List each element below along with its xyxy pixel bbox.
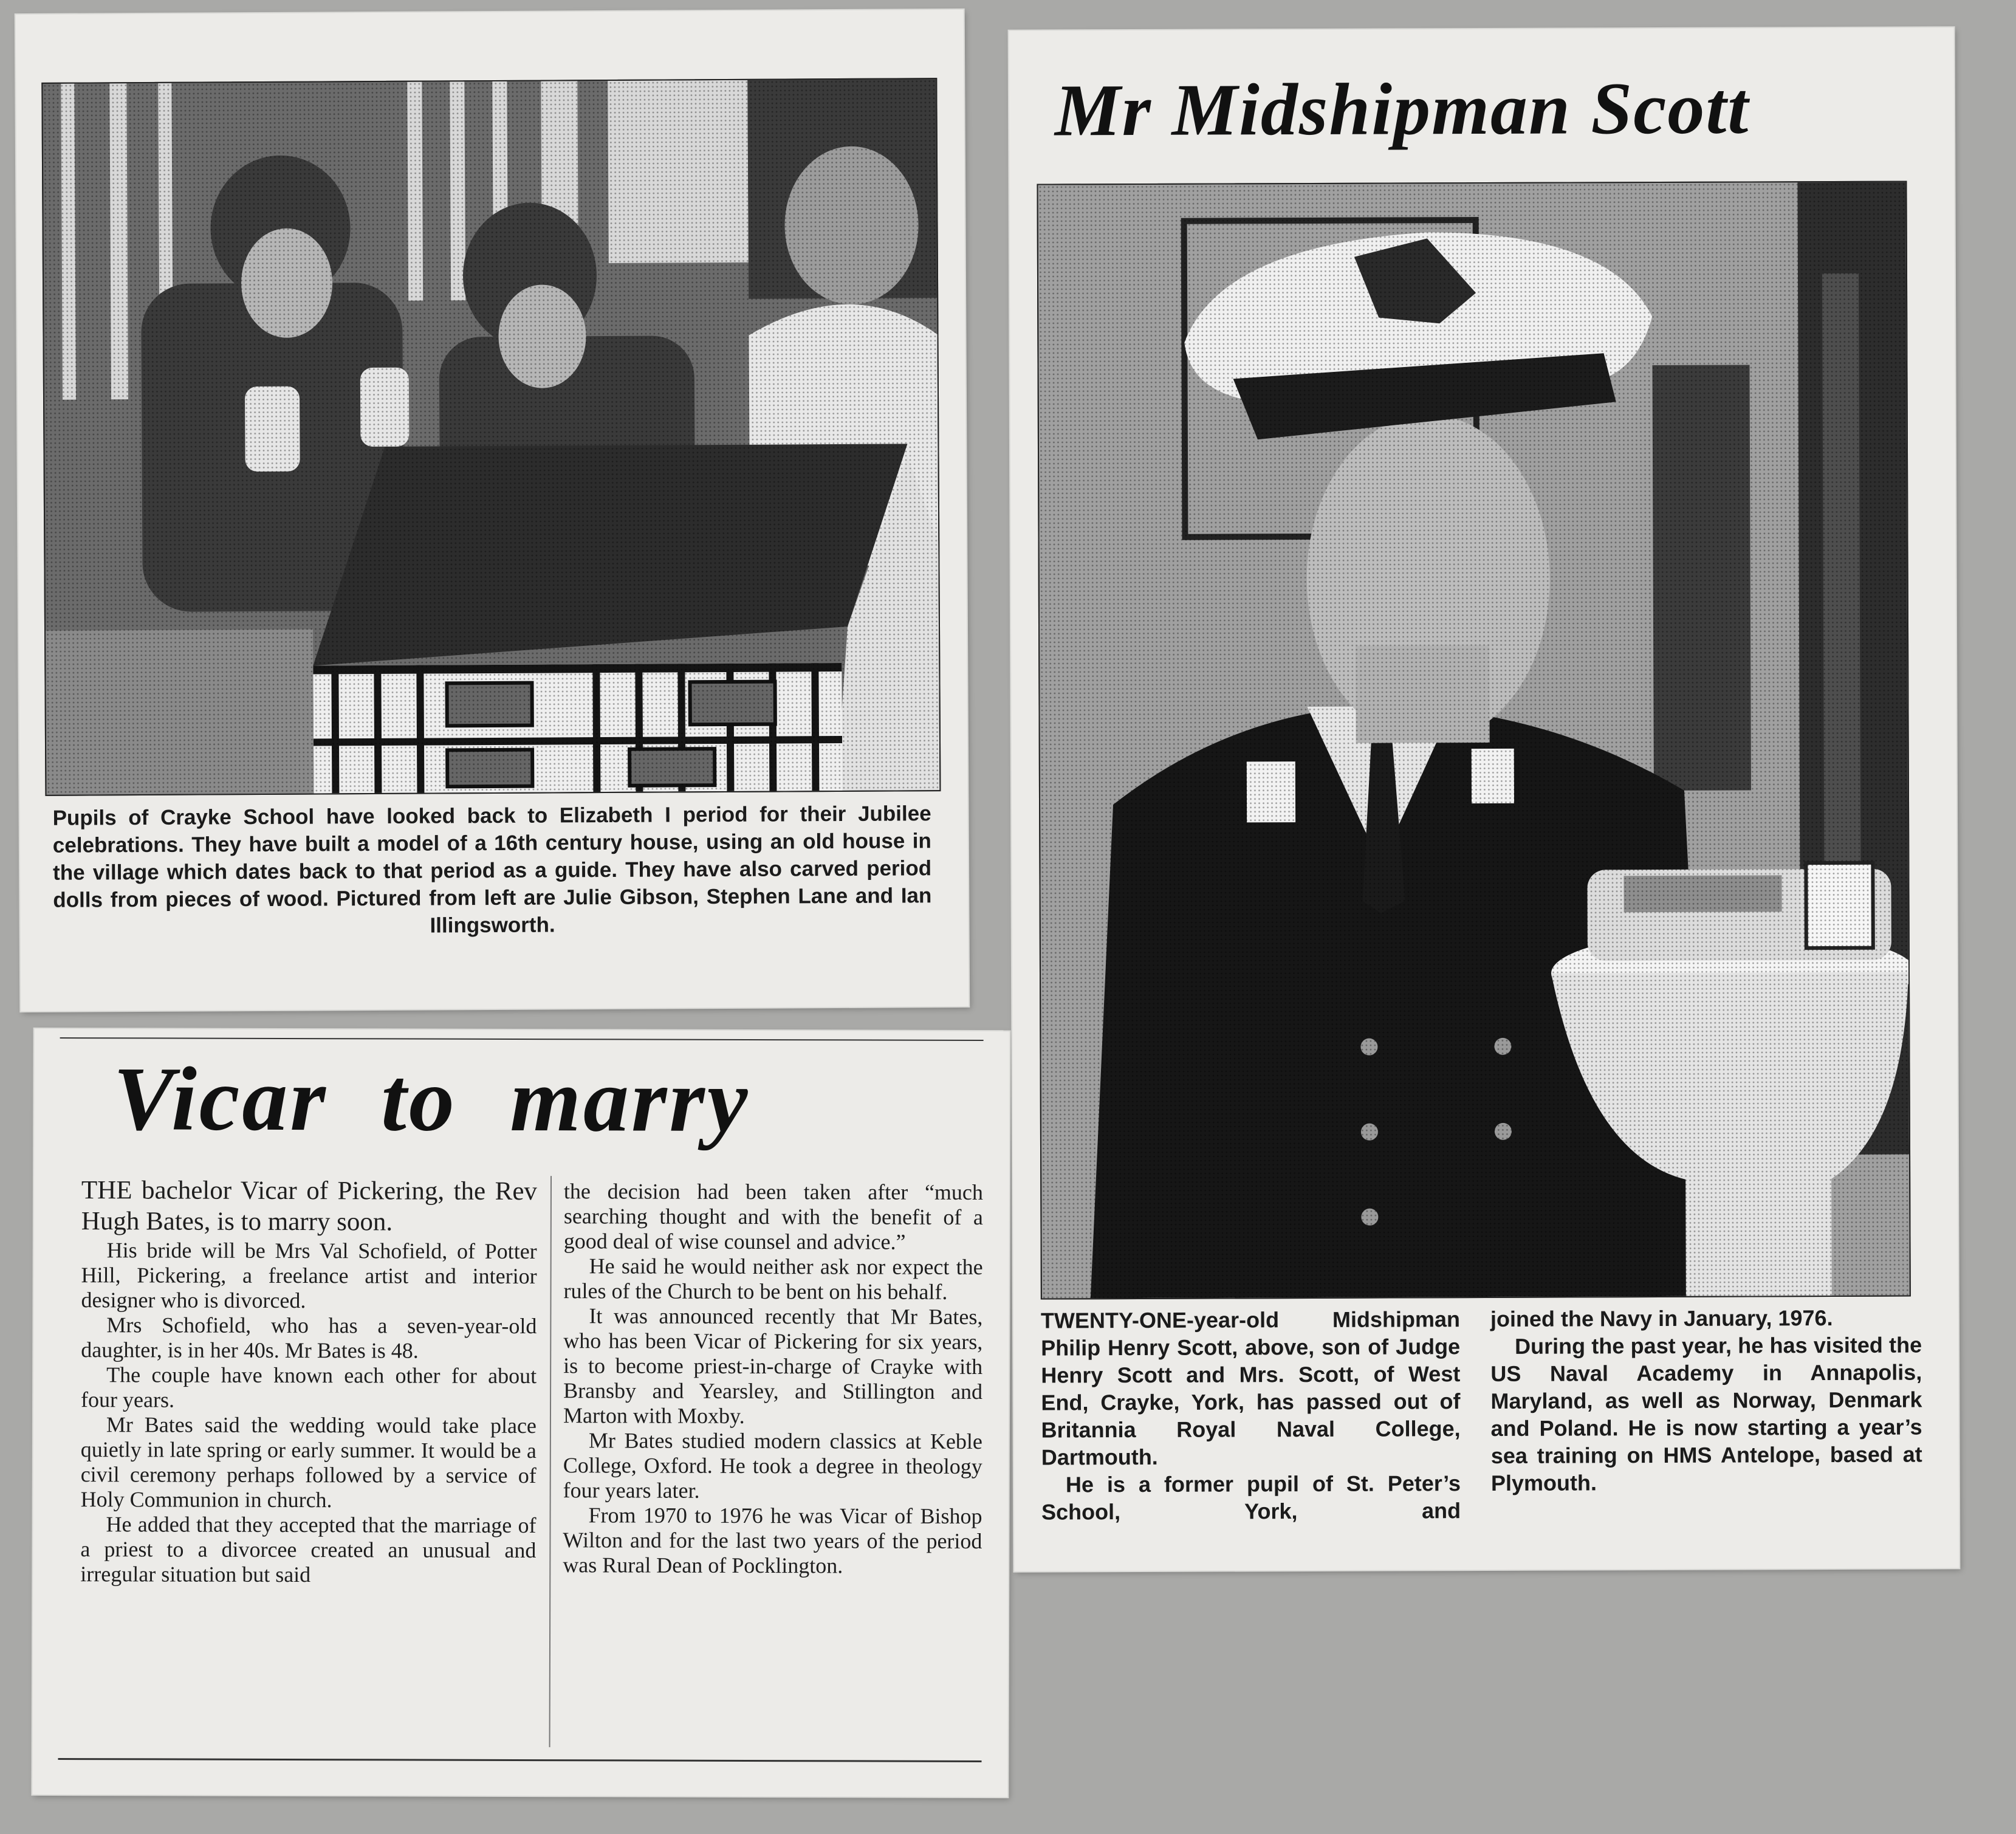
vicar-paragraph: It was announced recently that Mr Bates, who has been Vicar of Pickering for six years, is to become priest-in-charge of Crayke with Bransby and Yearsley, and Stillington and Marton with Moxby. — [563, 1303, 983, 1428]
midshipman-column-2 — [1490, 1303, 1922, 1496]
bottom-rule — [58, 1758, 982, 1762]
vicar-column-1 — [80, 1175, 537, 1588]
vicar-paragraph: From 1970 to 1976 he was Vicar of Bishop Wilton and for the last two years of the period was Rural Dean of Pocklington. — [563, 1503, 982, 1578]
vicar-clipping — [32, 1029, 1009, 1797]
vicar-paragraph: He said he would neither ask nor expect the rules of the Church to be bent on his behalf. — [563, 1254, 983, 1304]
vicar-paragraph: Mr Bates studied modern classics at Keble College, Oxford. He took a degree in theology four years later. — [563, 1428, 982, 1503]
column-divider — [549, 1176, 552, 1747]
jubilee-photo — [41, 78, 941, 796]
vicar-lead-paragraph: THE bachelor Vicar of Pickering, the Rev Hugh Bates, is to marry soon. — [81, 1176, 538, 1237]
midshipman-column-1 — [1041, 1305, 1461, 1525]
vicar-paragraph: Mr Bates said the wedding would take place quietly in late spring or early summer. It would be a civil ceremony perhaps followed by a service of Holy Communion in church. — [80, 1412, 537, 1513]
vicar-headline: Vicar to marry — [113, 1048, 750, 1151]
vicar-paragraph: The couple have known each other for about four years. — [81, 1362, 537, 1412]
midshipman-paragraph: He is a former pupil of St. Peter’s School, York, and — [1041, 1471, 1461, 1525]
jubilee-caption: Pupils of Crayke School have looked back to Elizabeth I period for their Jubilee celebrations. They have built a model of a 16th century house, using an old house in the village which dates back to that period as a guide. They have also carved period dolls from pieces of wood. Pictured from left are Julie Gibson, Stephen Lane and Ian Illingsworth. — [52, 802, 932, 938]
midshipman-paragraph: joined the Navy in January, 1976. — [1490, 1305, 1833, 1331]
vicar-column-2 — [563, 1179, 983, 1579]
midshipman-photo-image — [1038, 182, 1909, 1299]
midshipman-headline: Mr Midshipman Scott — [1054, 67, 1750, 152]
midshipman-clipping — [1009, 27, 1959, 1571]
vicar-paragraph: He added that they accepted that the marriage of a priest to a divorcee created an unusual and irregular situation but said — [80, 1512, 537, 1587]
top-rule — [60, 1037, 984, 1041]
midshipman-photo — [1037, 181, 1910, 1300]
jubilee-photo-image — [43, 79, 939, 795]
jubilee-clipping — [16, 10, 969, 1011]
midshipman-paragraph: During the past year, he has visited the US Naval Academy in Annapolis, Maryland, as well as Norway, Denmark and Poland. He is now starting a year’s sea training on HMS Antelope, based at Plymouth. — [1490, 1332, 1922, 1496]
vicar-paragraph: His bride will be Mrs Val Schofield, of Potter Hill, Pickering, a freelance artist and interior designer who is divorced. — [81, 1238, 537, 1313]
midshipman-paragraph: TWENTY-ONE-year-old Midshipman Philip Henry Scott, above, son of Judge Henry Scott and Mrs. Scott, of West End, Crayke, York, has passed out of Britannia Royal Naval College, Dartmouth. — [1040, 1307, 1461, 1470]
vicar-paragraph: the decision had been taken after “much searching thought and with the benefit of a good deal of wise counsel and advice.” — [563, 1179, 984, 1254]
vicar-paragraph: Mrs Schofield, who has a seven-year-old daughter, is in her 40s. Mr Bates is 48. — [81, 1313, 537, 1363]
